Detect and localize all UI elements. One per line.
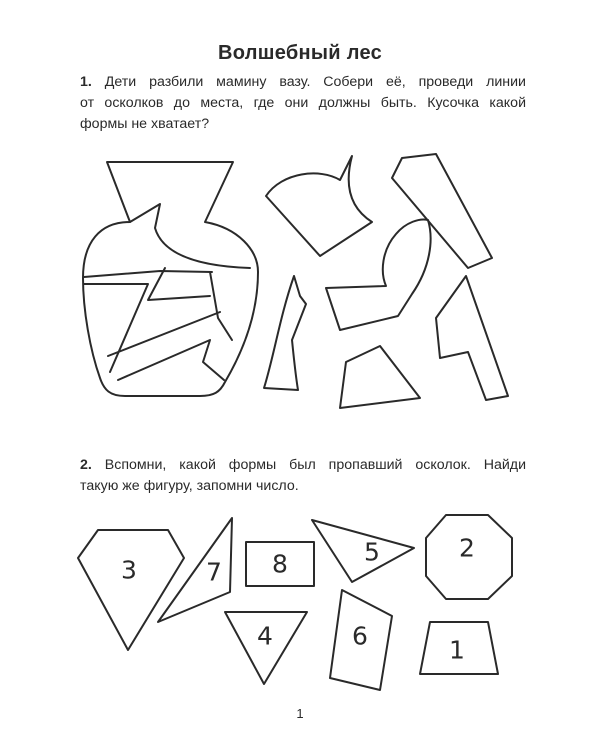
task-2-text bbox=[80, 455, 526, 497]
shape-down-triangle-number: 4 bbox=[257, 621, 273, 651]
page-number: 1 bbox=[296, 706, 304, 721]
shard-curved-middle bbox=[326, 220, 431, 330]
task-1-line-1-text: Дети разбили мамину вазу. Собери её, проведи линии bbox=[104, 74, 526, 90]
task-2-line-1 bbox=[80, 455, 526, 476]
vase-crack-4 bbox=[210, 272, 232, 340]
shard-top-curve bbox=[266, 156, 372, 256]
shape-diamond bbox=[78, 530, 184, 650]
numbered-figures bbox=[78, 515, 512, 690]
shard-bottom-fan bbox=[340, 346, 420, 408]
vase-shards bbox=[264, 154, 508, 408]
vase-crack-top bbox=[130, 204, 250, 268]
shape-octagon bbox=[426, 515, 512, 599]
shape-thin-triangle-number: 7 bbox=[206, 557, 222, 587]
shape-rectangle-number: 8 bbox=[272, 549, 288, 579]
task-1-line-3: формы не хватает? bbox=[80, 116, 210, 132]
task-1-number: 1. bbox=[80, 74, 92, 90]
shape-rectangle bbox=[246, 542, 314, 586]
shape-diamond-number: 3 bbox=[121, 555, 137, 585]
shard-thin-left bbox=[264, 276, 306, 390]
task-2-line-2: такую же фигуру, запомни число. bbox=[80, 478, 299, 494]
shape-octagon-number: 2 bbox=[459, 533, 475, 563]
shard-long-right bbox=[392, 154, 492, 268]
vase-crack-5 bbox=[108, 312, 220, 356]
shape-trapezoid bbox=[420, 622, 498, 674]
shape-wide-triangle-number: 5 bbox=[364, 537, 380, 567]
shape-trapezoid-number: 1 bbox=[449, 635, 465, 665]
task-2-line-1-text: Вспомни, какой формы был пропавший осколок. Найди bbox=[104, 457, 526, 473]
shape-parallelogram-number: 6 bbox=[352, 621, 368, 651]
task-1-line-2: от осколков до места, где они должны быть. Кусочка какой bbox=[80, 95, 526, 111]
shape-parallelogram bbox=[330, 590, 392, 690]
task-2-number: 2. bbox=[80, 457, 92, 473]
vase-crack-1 bbox=[84, 271, 212, 277]
vase-crack-3 bbox=[148, 268, 210, 300]
shape-wide-triangle bbox=[312, 520, 414, 582]
broken-vase bbox=[83, 162, 258, 396]
shape-down-triangle bbox=[225, 612, 307, 684]
vase-outline bbox=[83, 162, 258, 396]
page-title: Волшебный лес bbox=[217, 42, 383, 64]
shard-triangle-right bbox=[436, 276, 508, 400]
